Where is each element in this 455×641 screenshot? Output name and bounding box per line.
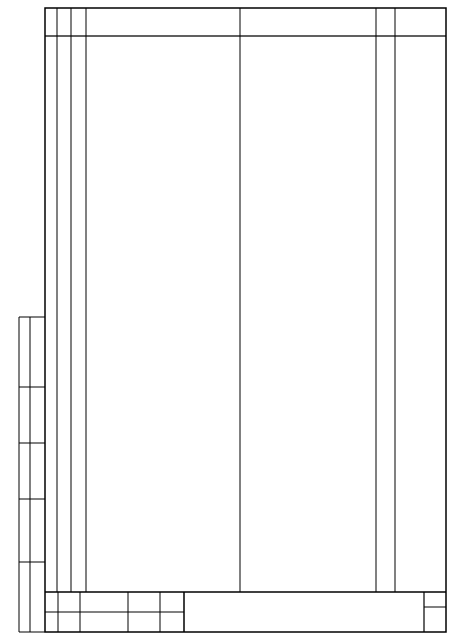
left-signature-strip (19, 317, 45, 632)
main-frame (45, 8, 446, 632)
